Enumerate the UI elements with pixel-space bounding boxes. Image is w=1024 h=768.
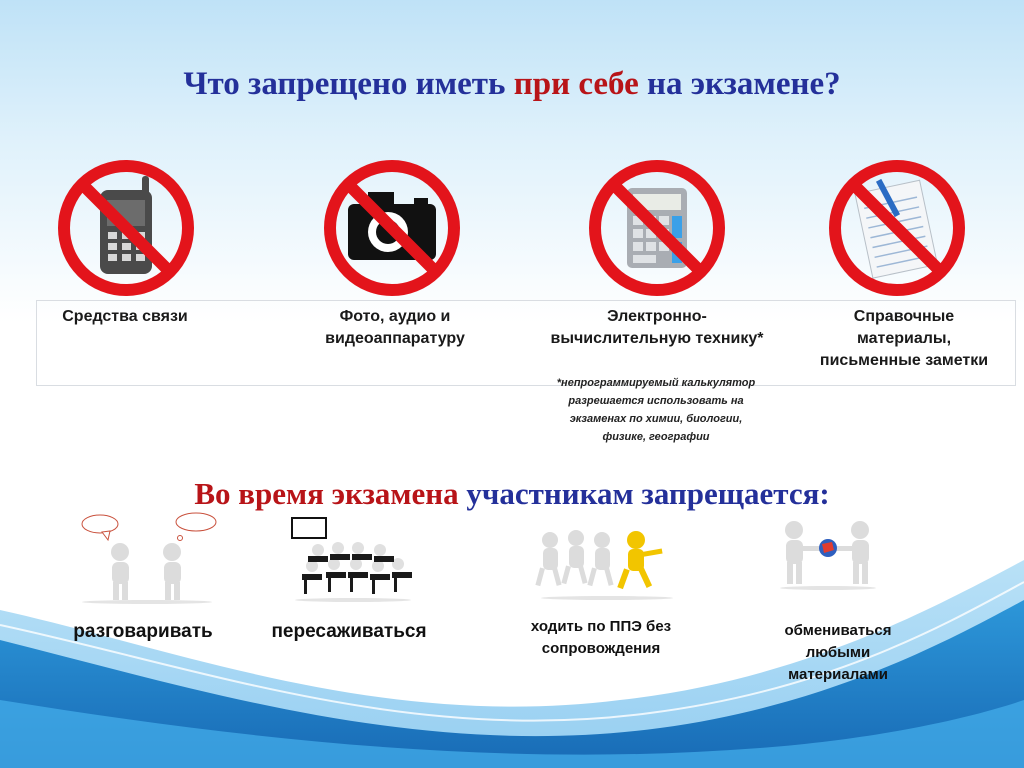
calculator-note: *непрограммируемый калькулятор разрешается использовать на экзаменах по химии, биологии, физике, географии [556,377,756,443]
action-label-moving-seats: пересаживаться [271,621,427,642]
action-label-walking: ходить по ППЭ без сопровождения [530,618,672,657]
action-label-exchanging: обмениваться любыми материалами [784,622,892,683]
action-label-talking: разговаривать [73,621,213,642]
subtitle-part-1: Во время экзамена [194,476,467,511]
section-subtitle [0,476,1024,512]
title-part-1: Что запрещено иметь [183,66,514,102]
walking-people-icon [532,512,682,604]
page-title [0,66,1024,103]
exchange-people-icon [770,512,890,592]
notepad-icon [823,158,971,298]
item-label-photo-audio: Фото, аудио и видеоаппаратуру [325,308,465,347]
classroom-people-icon [288,512,418,604]
subtitle-part-2: участникам запрещается: [466,476,830,511]
item-label-reference-materials: Справочные материалы, письменные заметки [819,308,989,369]
mobile-phone-icon [52,158,200,298]
camera-icon [318,158,466,298]
talking-people-icon [72,512,222,604]
item-label-electronics: Электронно-вычислительную технику* [550,308,764,347]
calculator-icon [583,158,731,298]
title-part-2: при себе [513,66,639,102]
item-label-communication: Средства связи [62,308,188,325]
title-part-3: на экзамене? [638,66,841,102]
